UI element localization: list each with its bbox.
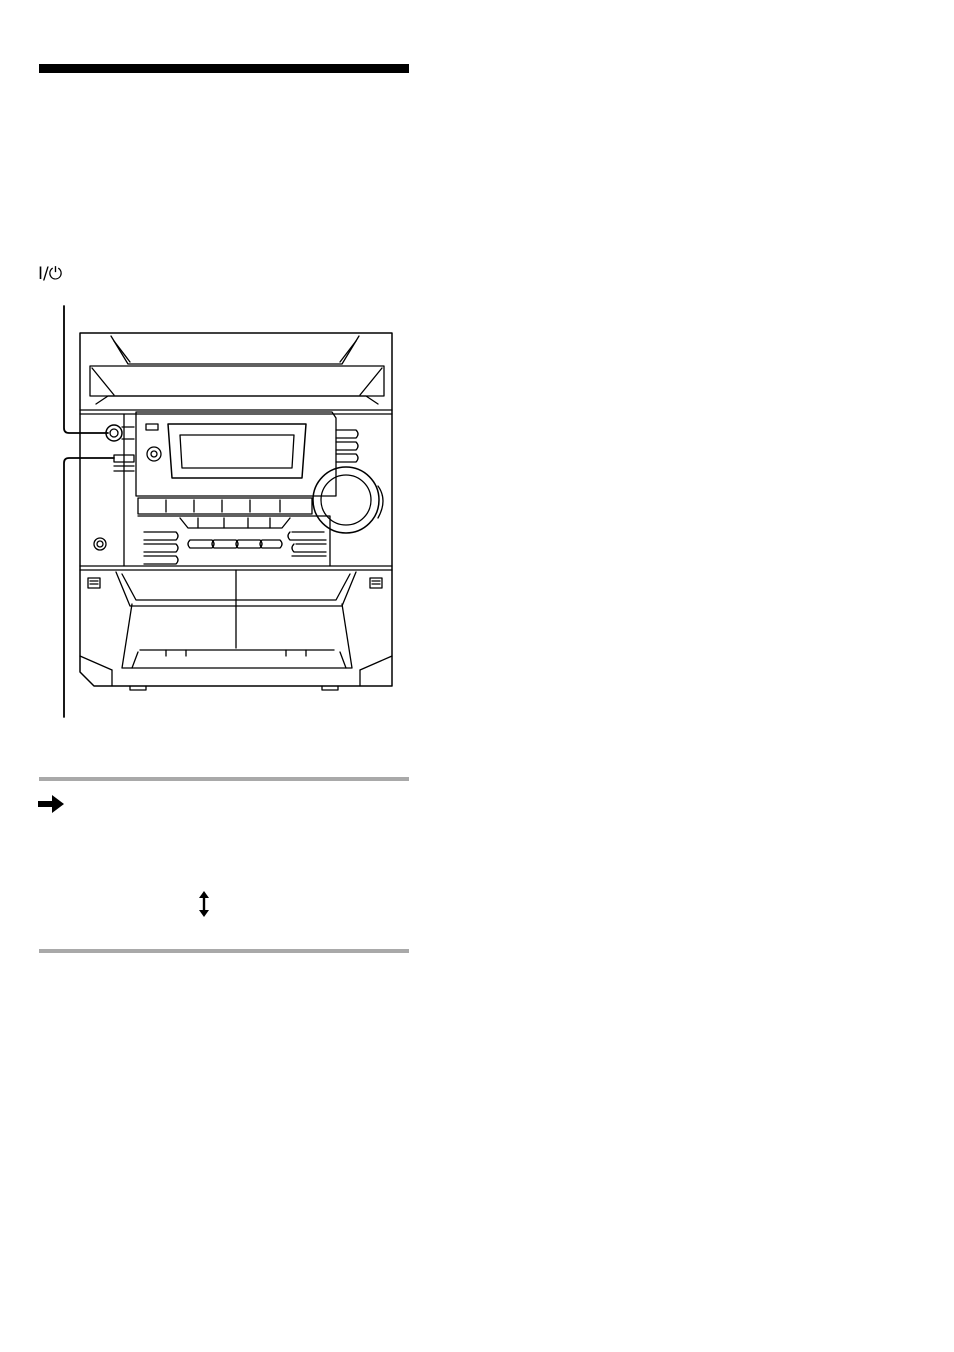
tip-box-bottom-rule xyxy=(39,949,409,953)
up-down-arrow-icon xyxy=(198,891,210,917)
volume-knob xyxy=(313,467,379,533)
phones-jack xyxy=(94,538,106,550)
right-arrow-icon xyxy=(38,795,64,813)
tip-box-top-rule xyxy=(39,777,409,781)
power-button-label: I/⏻ xyxy=(38,264,63,284)
display-window xyxy=(168,424,306,478)
